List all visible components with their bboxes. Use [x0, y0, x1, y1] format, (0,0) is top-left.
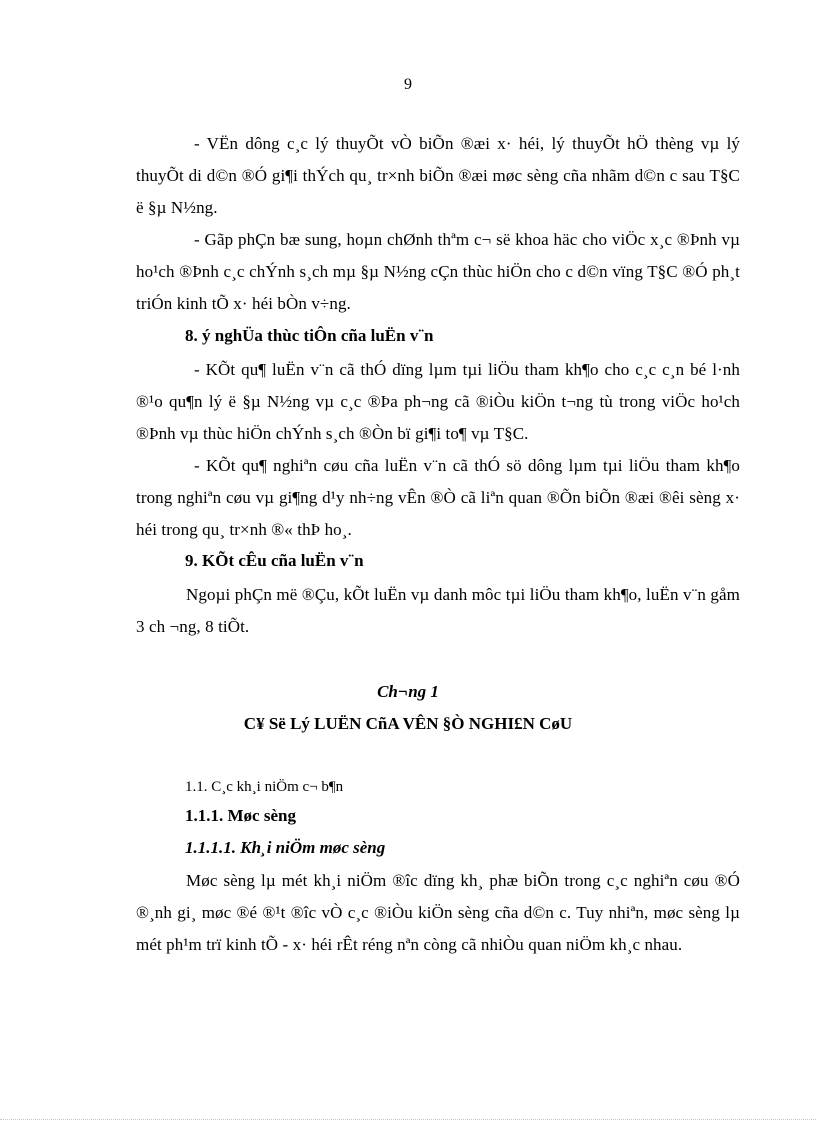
chapter-number: Ch¬ng 1 — [377, 682, 439, 701]
section-basic-concepts: 1.1. C¸c kh¸i niÖm c¬ b¶n — [185, 779, 344, 795]
page-bottom-rule — [0, 1119, 816, 1120]
paragraph-significance-2: - KÕt qu¶ nghiªn cøu cña luËn v¨n cã thÓ sö dông lµm tµi liÖu tham kh¶o trong nghiªn cøu vµ gi¶ng d¹y nh÷ng vÊn ®Ò cã liªn quan ®Õn biÕn ®æi ®êi sèng x· héi trong qu¸ tr×nh ®« thÞ ho¸. — [136, 456, 740, 539]
paragraph-significance-1: - KÕt qu¶ luËn v¨n cã thÓ dïng lµm tµi liÖu tham kh¶o cho c¸c c¸n bé l·nh ®¹o qu¶n lý ë §µ N½ng vµ c¸c ®Þa ph¬ng cã ®iÒu kiÖn t¬ng tù trong viÖc ho¹ch ®Þnh vµ thùc hiÖn chÝnh s¸ch ®Òn bï gi¶i to¶ vµ T§C. — [136, 360, 740, 443]
section-living-standard-concept: 1.1.1.1. Kh¸i niÖm møc sèng — [185, 838, 386, 857]
paragraph-objective-1: - VËn dông c¸c lý thuyÕt vÒ biÕn ®æi x· héi, lý thuyÕt hÖ thèng vµ lý thuyÕt di d©n ®Ó gi¶i thÝch qu¸ tr×nh biÕn ®æi møc sèng cña nhãm d©n c sau T§C ë §µ N½ng. — [136, 134, 740, 217]
paragraph-objective-2: - Gãp phÇn bæ sung, hoµn chØnh thªm c¬ së khoa häc cho viÖc x¸c ®Þnh vµ ho¹ch ®Þnh c¸c chÝnh s¸ch mµ §µ N½ng cÇn thùc hiÖn cho c d©n vïng T§C ®Ó ph¸t triÓn kinh tÕ x· héi bÒn v÷ng. — [136, 230, 740, 313]
heading-thesis-structure: 9. KÕt cÊu cña luËn v¨n — [185, 551, 364, 570]
paragraph-living-standard-definition: Møc sèng lµ mét kh¸i niÖm ®îc dïng kh¸ phæ biÕn trong c¸c nghiªn cøu ®Ó ®¸nh gi¸ møc ®é ®¹t ®îc vÒ c¸c ®iÒu kiÖn sèng cña d©n c. Tuy nhiªn, møc sèng lµ mét ph¹m trï kinh tÕ - x· héi rÊt réng nªn còng cã nhiÒu quan niÖm kh¸c nhau. — [136, 871, 740, 954]
heading-practical-significance: 8. ý nghÜa thùc tiÔn cña luËn v¨n — [185, 326, 434, 345]
paragraph-structure: Ngoµi phÇn më ®Çu, kÕt luËn vµ danh môc tµi liÖu tham kh¶o, luËn v¨n gåm 3 ch ¬ng, 8 tiÕt. — [136, 585, 740, 636]
chapter-title: C¥ Së Lý LUËN CñA VÊN §Ò NGHI£N CøU — [243, 714, 573, 733]
section-living-standard: 1.1.1. Møc sèng — [185, 806, 296, 825]
page-number: 9 — [404, 76, 412, 93]
